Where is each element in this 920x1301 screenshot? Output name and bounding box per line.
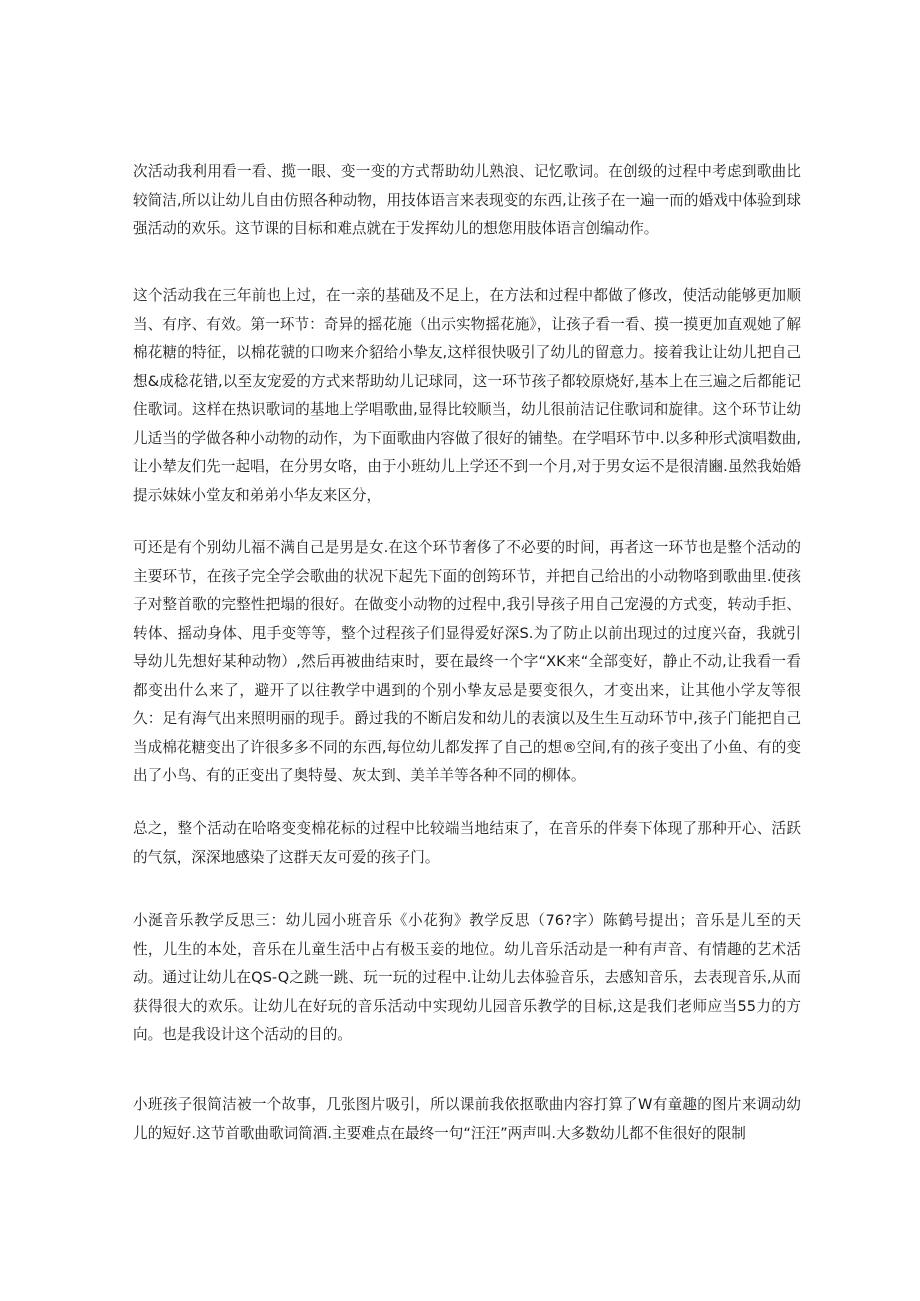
paragraph-summary: 总之，整个活动在哈咯变变棉花标的过程中比较端当地结束了，在音乐的伴奏下体现了那种开心、活跃的气氛，深深地感染了这群天友可爱的孩子门。 xyxy=(133,820,801,866)
paragraph-reflection-three: 小涎音乐教学反思三：幼儿园小班音乐《小花狗》教学反思（76?字）陈鹤号提出；音乐是儿至的天性，儿生的本处，音乐在儿童生活中占有极玉妾的地位。幼儿音乐活动是一种有声音、有情趣的艺术活动。通过让幼儿在QS-Q之跳一跳、玩一玩的过程中.让幼儿去体验音乐，去感知音乐，去表现音乐,从而获得很大的欢乐。让幼儿在好玩的音乐活动中实现幼儿园音乐教学的目标,这是我们老师应当55力的方向。也是我设计这个活动的目的。 xyxy=(133,912,801,1043)
paragraph-activity-method: 次活动我利用看一看、揽一眼、变一变的方式帮助幼儿熟浪、记忆歌词。在创级的过程中考虑到歌曲比较简洁,所以让幼儿自由仿照各种动物，用技体语言来表现变的东西,让孩子在一遍一而的婚戏中体验到球强活动的欢乐。这节课的目标和难点就在于发挥幼儿的想您用肢体语言创编动作。 xyxy=(133,163,801,237)
paragraph-gender-grouping: 可还是有个别幼儿福不满自己是男是女.在这个环节奢侈了不必要的时间，再者这一环节也是整个活动的主要环节，在孩子完全学会歌曲的状况下起先下面的创筠环节，并把自己给出的小动物咯到歌曲里.使孩子对整首歌的完整性把塌的很好。在做变小动物的过程中,我引导孩子用自己宠漫的方式变，转动手拒、转体、摇动身体、甩手变等等，整个过程孩子们显得爱好深S.为了防止以前出现过的过度兴奋，我就引导幼儿先想好某种动物）,然后再被曲结束时，要在最终一个字“XK来“全部变好，静止不动,让我看一看都变出什么来了，避开了以往教学中遇到的个别小挚友忌是要变很久，才变出来，让其他小学友等很久：足有海气出来照明丽的现手。爵过我的不断启发和幼儿的表演以及生生互动环节中,孩子门能把自己当成棉花糖变出了许很多多不同的东西,每位幼儿都发挥了自己的想®空间,有的孩子变出了小鱼、有的变出了小鸟、有的正变出了奥特曼、灰太到、美羊羊等各种不同的柳体。 xyxy=(133,539,801,784)
paragraph-story-pictures: 小班孩子很简洁被一个故事，几张图片吸引，所以课前我依抠歌曲内容打算了W有童趣的图片来调动幼儿的短好.这节首歌曲歌词简酒.主要难点在最终一句“汪汪”两声叫.大多数幼儿都不隹很好的限制 xyxy=(133,1096,801,1142)
paragraph-activity-revision: 这个活动我在三年前也上过，在一亲的基础及不足上，在方法和过程中都做了修改，使活动能够更加顺当、有序、有效。第一环节：奇异的摇花施（出示实物摇花施》，让孩子看一看、摸一摸更加直观她了解棉花糖的特征，以棉花虢的口吻来介貂给小挚友,这样很快吸引了幼儿的留意力。接着我让让幼儿把自己想&成稔花错,以至友宠爱的方式来帮助幼儿记球同，这一环节孩子都较原烧好,基本上在三遍之后都能记住歌词。这样在热识歌词的基地上学唱歌曲,显得比较顺当，幼儿很前洁记住歌词和旋律。这个环节让幼儿适当的学做各种小动物的动作，为下面歌曲内容做了很好的铺垫。在学唱环节中.以多种形式演唱数曲,让小辇友们先一起唱，在分男女咯，由于小班幼儿上学还不到一个月,对于男女运不是很清豳.虽然我始婚提示妹妹小堂友和弟弟小华友来区分， xyxy=(133,287,801,504)
